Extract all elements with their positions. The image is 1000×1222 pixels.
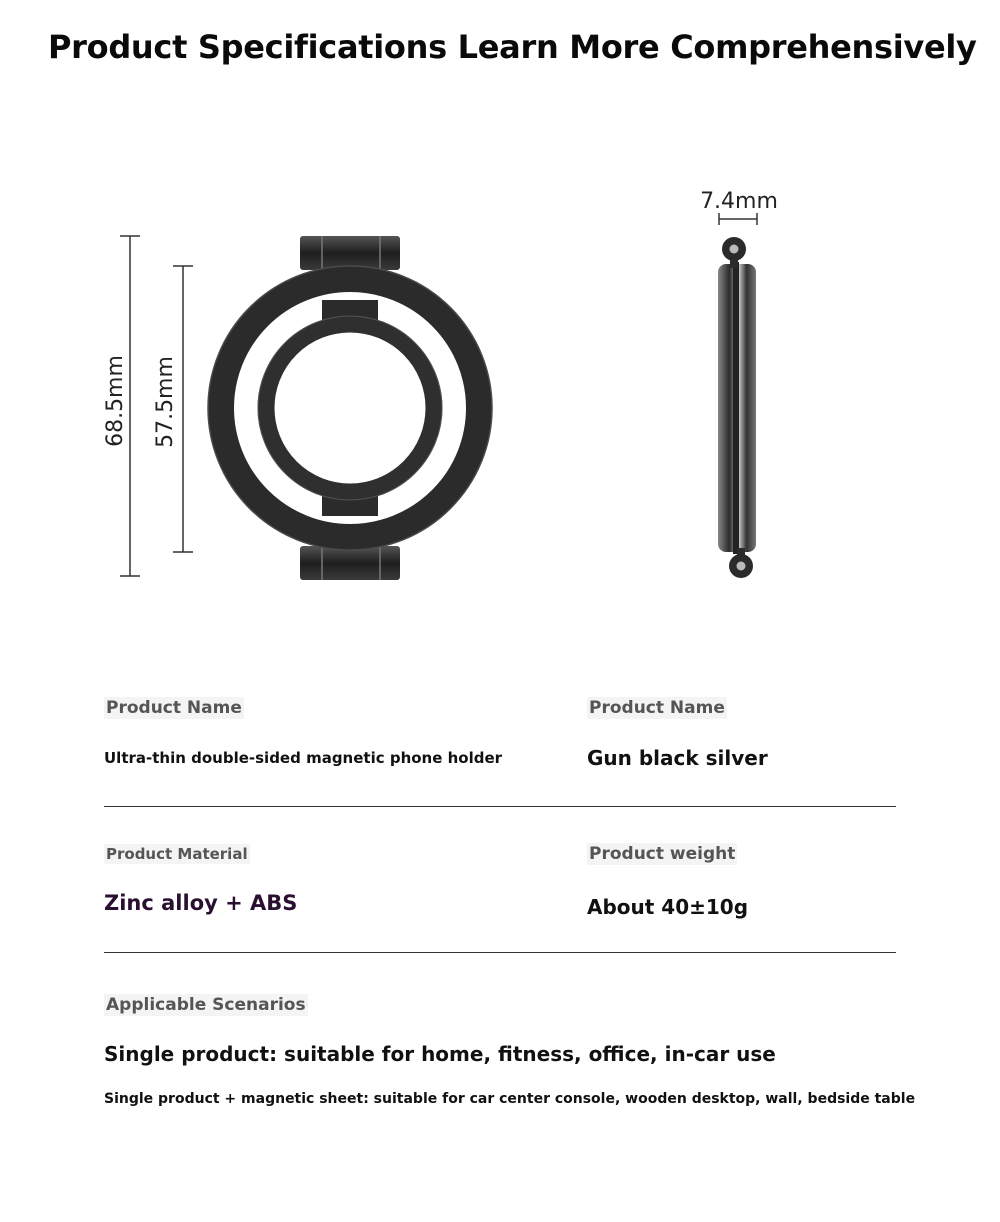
product-color-label: Product Name	[589, 698, 725, 718]
product-color-value: Gun black silver	[587, 746, 768, 770]
thickness-label: 7.4mm	[700, 189, 778, 214]
product-name-value: Ultra-thin double-sided magnetic phone holder	[104, 749, 503, 767]
outer-height-label: 68.5mm	[103, 355, 128, 447]
applicable-scenarios-label: Applicable Scenarios	[106, 995, 306, 1015]
product-name-label: Product Name	[106, 698, 242, 718]
scenario-line-2: Single product + magnetic sheet: suitable for car center console, wooden desktop, wall, bedside table	[104, 1091, 916, 1107]
product-weight-label: Product weight	[589, 844, 736, 864]
product-material-label: Product Material	[106, 845, 248, 863]
product-material-value: Zinc alloy + ABS	[104, 891, 298, 915]
scenario-line-1: Single product: suitable for home, fitness, office, in-car use	[104, 1042, 776, 1066]
inner-height-label: 57.5mm	[153, 356, 178, 448]
thickness-dimension-line	[719, 213, 757, 225]
page-title: Product Specifications Learn More Comprehensively	[48, 28, 977, 66]
holder-side-view	[718, 237, 756, 578]
divider	[104, 952, 896, 953]
divider	[104, 806, 896, 807]
holder-front-view	[208, 236, 492, 580]
product-weight-value: About 40±10g	[587, 895, 749, 919]
product-dimension-diagram	[0, 150, 1000, 620]
